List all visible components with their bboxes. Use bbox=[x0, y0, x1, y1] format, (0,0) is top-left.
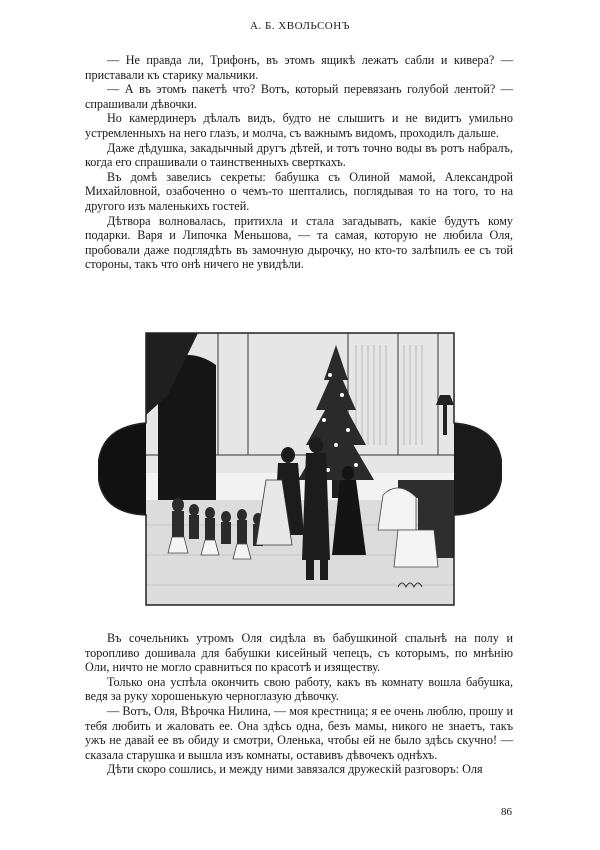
christmas-tree-engraving-icon bbox=[98, 305, 502, 615]
page-number: 86 bbox=[501, 806, 512, 818]
paragraph: Даже дѣдушка, закадычный другъ дѣтей, и тотъ точно воды въ ротъ набралъ, когда его спрашивали о таинственныхъ сверткахъ. bbox=[85, 140, 513, 170]
paragraph: Но камердинеръ дѣлалъ видъ, будто не слышитъ и не видитъ умильно устремленныхъ на него глазъ, и молча, съ важнымъ видомъ, проходилъ дальше. bbox=[85, 111, 513, 140]
text-block-bottom bbox=[85, 631, 513, 777]
paragraph: — А въ этомъ пакетѣ что? Вотъ, который перевязанъ голубой лентой? — спрашивали дѣвочки. bbox=[85, 82, 513, 111]
running-head: А. Б. ХВОЛЬСОНЪ bbox=[250, 20, 350, 32]
paragraph: Въ сочельникъ утромъ Оля сидѣла въ бабушкиной спальнѣ на полу и торопливо дошивала для бабушки кисейный чепецъ, съ которымъ, по мнѣнiю Оли, ничто не могло сравниться по красотѣ и изяществу. bbox=[85, 631, 513, 675]
paragraph: Въ домѣ завелись секреты: бабушка съ Олиной мамой, Александрой Михайловной, озабоченно о чемъ-то шептались, поглядывая то на того, то на другого изъ маленькихъ гостей. bbox=[85, 169, 513, 213]
paragraph: — Не правда ли, Трифонъ, въ этомъ ящикѣ лежатъ сабли и кивера? — приставали къ старику мальчики. bbox=[85, 53, 513, 82]
paragraph: Только она успѣла окончить свою работу, какъ въ комнату вошла бабушка, ведя за руку хорошенькую черноглазую дѣвочку. bbox=[85, 674, 513, 704]
paragraph: Дѣти скоро сошлись, и между ними завязался дружескiй разговоръ: Оля bbox=[107, 762, 483, 777]
text-block-top bbox=[85, 53, 513, 272]
paragraph: — Вотъ, Оля, Вѣрочка Нилина, — моя крестница; я ее очень люблю, прошу и тебя любить и жаловать ее. Она здѣсь одна, безъ мамы, никого не знаетъ, такъ ужъ не давай ее въ обиду и смотри, Оленька, чтобы ей не было здѣсь скучно! — сказала старушка и вышла изъ комнаты, оставивъ дѣвочекъ однѣхъ. bbox=[85, 703, 513, 762]
paragraph: Дѣтвора волновалась, притихла и стала загадывать, какiе будутъ кому подарки. Варя и Липочка Меньшова, — та самая, которую не любила Оля, пробовали даже подглядѣть въ замочную дырочку, но кто-то залѣпилъ ее съ той стороны, такъ что онѣ ничего не увидѣли. bbox=[85, 213, 513, 272]
